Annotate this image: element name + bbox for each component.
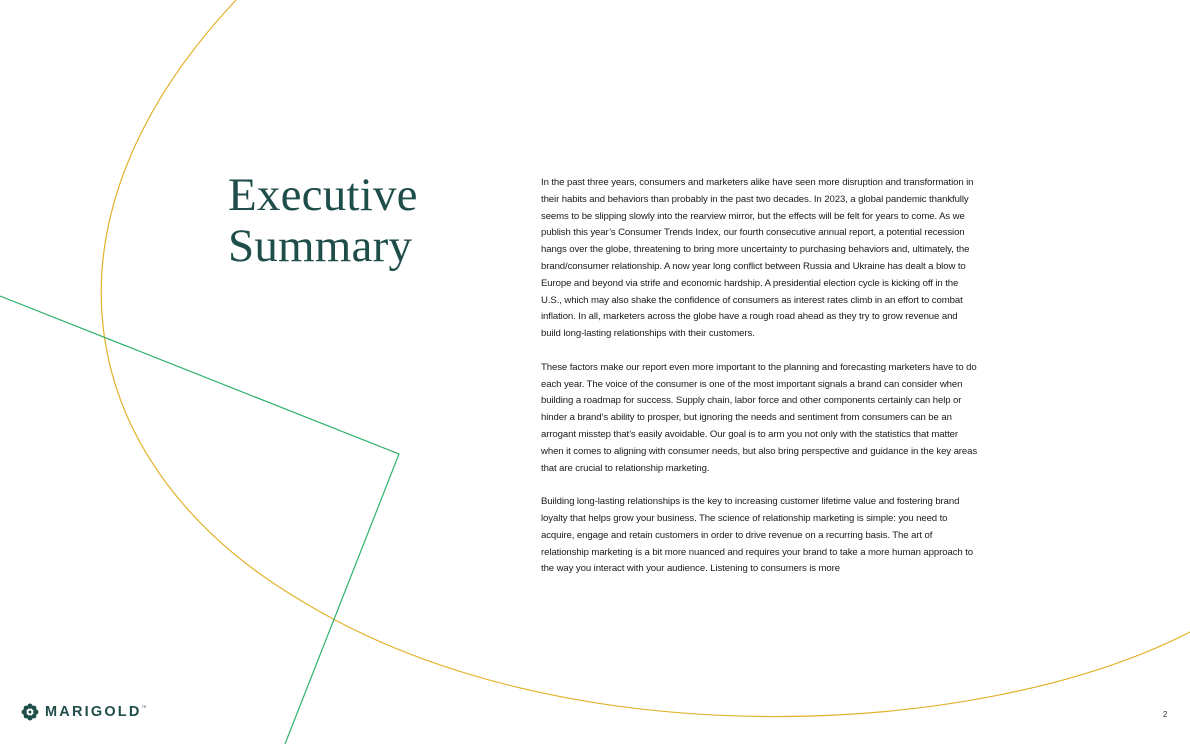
marigold-flower-icon	[21, 703, 39, 721]
paragraph-2: These factors make our report even more important to the planning and forecasting marketers have to do each year. The voice of the consumer is one of the most important signals a brand can consider when building a roadmap for success. Supply chain, labor force and other components certainly can help or hinder a brand’s ability to prosper, but ignoring the needs and sentiment from consumers can be an arrogant misstep that’s easily avoidable. Our goal is to arm you not only with the statistics that matter when it comes to aligning with consumer needs, but also bring perspective and guidance in the key areas that are crucial to relationship marketing.	[541, 361, 978, 474]
logo-wordmark: MARIGOLD	[45, 704, 142, 720]
paragraph-1: In the past three years, consumers and marketers alike have seen more disruption and transformation in their habits and behaviors than probably in the past two decades. In 2023, a global pandemic thankfully seems to be slipping slowly into the rearview mirror, but the effects will be felt for years to come. As we publish this year’s Consumer Trends Index, our fourth consecutive annual report, a potential recession hangs over the globe, threatening to bring more uncertainty to purchasing behaviors and, ultimately, the brand/consumer relationship. A now year long conflict between Russia and Ukraine has dealt a blow to Europe and beyond via strife and economic hardship. A presidential election cycle is kicking off in the U.S., which may also shake the confidence of consumers as interest rates climb in an effort to combat inflation. In all, marketers across the globe have a rough road ahead as they try to grow revenue and build long-lasting relationships with their customers.	[541, 177, 974, 340]
body-text	[541, 175, 979, 578]
green-angle-line	[0, 296, 399, 744]
logo-trademark: ™	[141, 705, 147, 711]
marigold-logo	[21, 703, 147, 721]
title-line-2: Summary	[228, 220, 413, 272]
page-number: 2	[1163, 710, 1168, 719]
paragraph-3: Building long-lasting relationships is the key to increasing customer lifetime value and fostering brand loyalty that helps grow your business. The science of relationship marketing is simple: you need to acquire, engage and retain customers in order to drive revenue on a recurring basis. The art of relationship marketing is a bit more nuanced and requires your brand to take a more human approach to the way you interact with your audience. Listening to consumers is more	[541, 496, 974, 575]
title-line-1: Executive	[228, 169, 418, 221]
page-title	[228, 170, 418, 272]
